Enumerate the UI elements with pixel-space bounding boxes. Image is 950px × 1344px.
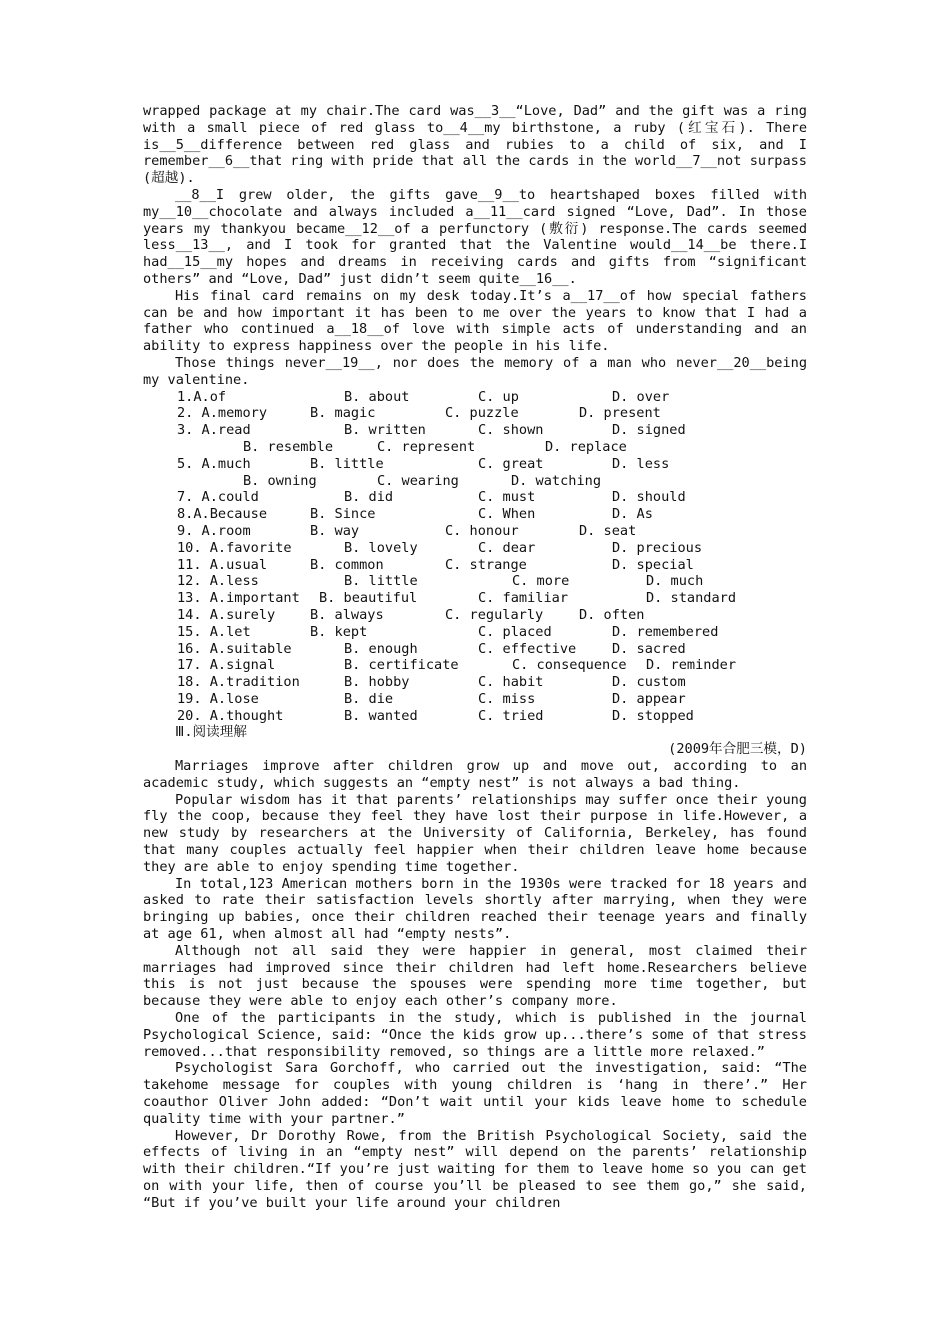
option-d: D. As (612, 506, 653, 523)
option-row-11 (143, 557, 807, 574)
option-d: D. seat (579, 522, 637, 539)
option-d: D. custom (612, 674, 686, 691)
option-c: C. represent (377, 438, 476, 455)
option-b: B. wanted (344, 707, 418, 724)
option-d: D. appear (612, 690, 686, 707)
option-c: C. puzzle (445, 405, 519, 422)
option-b: B. did (344, 489, 394, 506)
option-b: B. always (310, 606, 384, 623)
option-b: B. beautiful (319, 590, 418, 607)
option-d: D. over (612, 388, 670, 405)
option-c: C. strange (445, 556, 527, 573)
option-b: B. owning (243, 472, 317, 489)
option-d: D. replace (545, 438, 627, 455)
option-a: 1.A.of (177, 388, 227, 405)
option-d: D. remembered (612, 623, 719, 640)
option-c: C. familiar (478, 590, 569, 607)
passage1-paragraph-2: __8__I grew older, the gifts gave__9__to heartshaped boxes filled with my__10__chocolate and always included a__11__card signed “Love, Dad”. In those years my thankyou became__12__of a perfunctory (敷衍) response.The cards seemed less__13__, and I took for granted that the Valentine would__14__be there.I had__15__my hopes and dreams in receiving cards and gifts from “significant others” and “Love, Dad” just didn’t seem quite__16__. (143, 186, 807, 287)
cloze-options (143, 389, 807, 725)
passage2-paragraph-2: Popular wisdom has it that parents’ relationships may suffer once their young fly the coop, because they feel they have lost their purpose in life.However, a new study by researchers at the University of California, Berkeley, has found that many couples actually feel happier when their children leave home because they are able to enjoy spending time together. (143, 791, 807, 875)
option-row-8 (143, 506, 807, 523)
option-row-16 (143, 641, 807, 658)
option-c: C. more (512, 573, 570, 590)
source-citation: (2009年合肥三模，D) (668, 741, 807, 758)
option-c: C. up (478, 388, 519, 405)
passage2-paragraph-4: Although not all said they were happier in general, most claimed their marriages had improved since their children had left home.Researchers believe this is not just because the spouses were spending more time together, but because they were able to enjoy each other’s company more. (143, 942, 807, 1010)
option-a: 15. A.let (177, 623, 251, 640)
option-c: C. must (478, 489, 536, 506)
passage2-paragraph-1: Marriages improve after children grow up and move out, according to an academic study, which suggests an “empty nest” is not always a bad thing. (143, 758, 807, 791)
option-c: C. miss (478, 690, 536, 707)
option-d: D. often (579, 606, 645, 623)
option-row-12 (143, 573, 807, 590)
option-d: D. present (579, 405, 661, 422)
option-row-3 (143, 422, 807, 439)
option-row-20 (143, 708, 807, 725)
option-row-4 (143, 439, 807, 456)
option-d: D. watching (511, 472, 602, 489)
option-b: B. certificate (344, 657, 459, 674)
option-c: C. effective (478, 640, 577, 657)
option-a: 10. A.favorite (177, 539, 292, 556)
option-a: 8.A.Because (177, 506, 268, 523)
option-d: D. much (646, 573, 704, 590)
option-c: C. When (478, 506, 536, 523)
option-a: 5. A.much (177, 455, 251, 472)
option-c: C. placed (478, 623, 552, 640)
option-d: D. stopped (612, 707, 694, 724)
option-a: 16. A.suitable (177, 640, 292, 657)
passage1-paragraph-1: wrapped package at my chair.The card was__3__“Love, Dad” and the gift was a ring with a small piece of red glass to__4__my birthstone, a ruby (红宝石). There is__5__difference between red glass and rubies to a child of six, and I remember__6__that ring with pride that all the cards in the world__7__not surpass (超越). (143, 103, 807, 187)
option-b: B. kept (310, 623, 368, 640)
option-a: 7. A.could (177, 489, 259, 506)
option-c: C. shown (478, 422, 544, 439)
option-b: B. written (344, 422, 426, 439)
option-row-1 (143, 389, 807, 406)
option-d: D. reminder (646, 657, 737, 674)
option-row-5 (143, 456, 807, 473)
option-c: C. consequence (512, 657, 627, 674)
option-b: B. die (344, 690, 394, 707)
option-b: B. lovely (344, 539, 418, 556)
option-a: 12. A.less (177, 573, 259, 590)
option-b: B. way (310, 522, 360, 539)
passage2-paragraph-5: One of the participants in the study, which is published in the journal Psychological Science, said: “Once the kids grow up...there’s some of that stress removed...that responsibility removed, so things are a little more relaxed.” (143, 1010, 807, 1060)
option-c: C. dear (478, 539, 536, 556)
option-a: 20. A.thought (177, 707, 284, 724)
option-b: B. hobby (344, 674, 410, 691)
option-d: D. standard (646, 590, 737, 607)
option-a: 9. A.room (177, 522, 251, 539)
option-d: D. sacred (612, 640, 686, 657)
option-a: 18. A.tradition (177, 674, 300, 691)
option-d: D. should (612, 489, 686, 506)
passage2-paragraph-3: In total,123 American mothers born in the 1930s were tracked for 18 years and asked to rate their satisfaction levels shortly after marrying, when they were bringing up babies, once their children reached their teenage years and finally at age 61, when almost all had “empty nests”. (143, 875, 807, 943)
section-heading: Ⅲ.阅读理解 (175, 724, 247, 741)
option-row-19 (143, 691, 807, 708)
option-a: 2. A.memory (177, 405, 268, 422)
option-row-7 (143, 489, 807, 506)
option-c: C. wearing (377, 472, 459, 489)
option-c: C. habit (478, 674, 544, 691)
option-row-18 (143, 674, 807, 691)
option-a: 13. A.important (177, 590, 300, 607)
option-b: B. little (310, 455, 384, 472)
option-b: B. little (344, 573, 418, 590)
option-b: B. about (344, 388, 410, 405)
option-a: 14. A.surely (177, 606, 276, 623)
option-b: B. common (310, 556, 384, 573)
option-b: B. Since (310, 506, 376, 523)
option-d: D. less (612, 455, 670, 472)
document-page (143, 103, 807, 1212)
option-row-9 (143, 523, 807, 540)
option-c: C. great (478, 455, 544, 472)
option-d: D. special (612, 556, 694, 573)
option-a: 3. A.read (177, 422, 251, 439)
passage2-paragraph-7: However, Dr Dorothy Rowe, from the British Psychological Society, said the effects of living in an “empty nest” will depend on the parents’ relationship with their children.“If you’re just waiting for them to leave home so you can get on with your life, then of course you’ll be pleased to see them go,” she said, “But if you’ve built your life around your children (143, 1127, 807, 1211)
option-a: 17. A.signal (177, 657, 276, 674)
option-c: C. regularly (445, 606, 544, 623)
option-c: C. honour (445, 522, 519, 539)
option-row-17 (143, 657, 807, 674)
option-a: 19. A.lose (177, 690, 259, 707)
passage1-paragraph-4: Those things never__19__, nor does the memory of a man who never__20__being my valentine. (143, 354, 807, 388)
option-row-6 (143, 473, 807, 490)
option-d: D. precious (612, 539, 703, 556)
option-row-2 (143, 405, 807, 422)
passage2-paragraph-6: Psychologist Sara Gorchoff, who carried out the investigation, said: “The takehome message for couples with young children is ‘hang in there’.” Her coauthor Oliver John added: “Don’t wait until your kids leave home to schedule quality time with your partner.” (143, 1060, 807, 1127)
option-row-13 (143, 590, 807, 607)
option-b: B. resemble (243, 438, 334, 455)
option-a: 11. A.usual (177, 556, 268, 573)
option-c: C. tried (478, 707, 544, 724)
option-row-10 (143, 540, 807, 557)
option-b: B. enough (344, 640, 418, 657)
option-row-14 (143, 607, 807, 624)
passage1-paragraph-3: His final card remains on my desk today.It’s a__17__of how special fathers can be and how important it has been to me over the years to know that I had a father who continued a__18__of love with simple acts of understanding and an ability to express happiness over the people in his life. (143, 287, 807, 355)
option-row-15 (143, 624, 807, 641)
option-d: D. signed (612, 422, 686, 439)
option-b: B. magic (310, 405, 376, 422)
